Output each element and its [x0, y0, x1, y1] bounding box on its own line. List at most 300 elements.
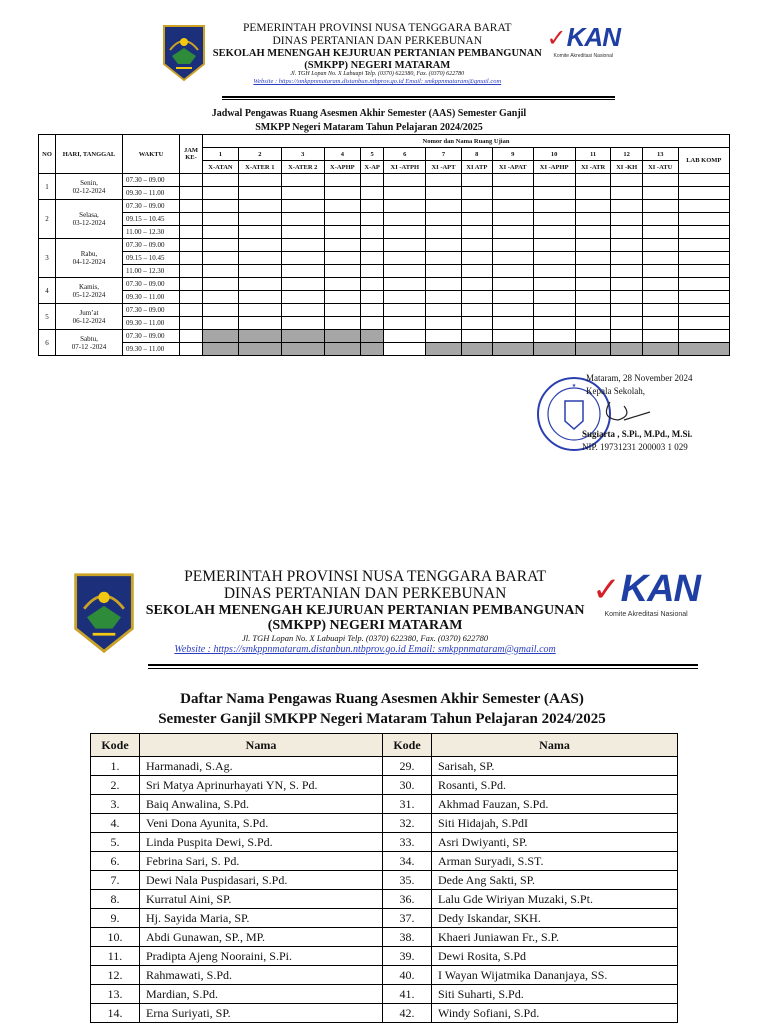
schedule-cell — [281, 174, 324, 187]
schedule-cell — [533, 226, 575, 239]
schedule-cell — [461, 265, 492, 278]
schedule-cell — [360, 330, 383, 343]
schedule-cell — [611, 174, 642, 187]
schedule-cell — [324, 278, 360, 291]
nama-cell: Akhmad Fauzan, S.Pd. — [432, 795, 678, 814]
schedule-cell — [203, 239, 239, 252]
schedule-cell — [238, 317, 281, 330]
schedule-cell — [180, 252, 203, 265]
table-row — [91, 852, 678, 871]
schedule-cell — [533, 343, 575, 356]
nama-cell: Kurratul Aini, SP. — [140, 890, 383, 909]
schedule-cell — [360, 174, 383, 187]
school-name: SEKOLAH MENENGAH KEJURUAN PERTANIAN PEMBANGUNAN — [145, 602, 585, 618]
nama-cell: Khaeri Juniawan Fr., S.P. — [432, 928, 678, 947]
day-date: 05-12-2024 — [72, 290, 106, 299]
nama-cell: Dewi Rosita, S.Pd — [432, 947, 678, 966]
table-row — [91, 928, 678, 947]
schedule-cell — [203, 304, 239, 317]
department-name: DINAS PERTANIAN DAN PERKEBUNAN — [223, 585, 507, 603]
schedule-cell — [360, 226, 383, 239]
room-number-header: 11 — [575, 148, 611, 161]
schedule-cell — [678, 174, 729, 187]
day-date: 04-12-2024 — [72, 258, 106, 266]
table-row — [91, 833, 678, 852]
schedule-cell — [360, 291, 383, 304]
schedule-cell — [238, 226, 281, 239]
schedule-cell — [180, 343, 203, 356]
table-row — [91, 947, 678, 966]
schedule-cell — [384, 200, 426, 213]
schedule-cell — [324, 343, 360, 356]
schedule-cell — [533, 265, 575, 278]
schedule-cell — [238, 174, 281, 187]
letterhead-divider — [148, 664, 698, 669]
schedule-cell — [426, 343, 461, 356]
room-number-header: 10 — [533, 148, 575, 161]
time-slot: 07.30 – 09.00 — [123, 200, 180, 213]
day-date-cell — [56, 200, 123, 239]
schedule-cell — [611, 291, 642, 304]
col-jam-header: JAM KE- — [180, 135, 203, 174]
schedule-cell — [533, 317, 575, 330]
schedule-cell — [324, 239, 360, 252]
kode-cell: 2. — [91, 776, 140, 795]
table-row — [91, 985, 678, 1004]
schedule-cell — [238, 278, 281, 291]
schedule-cell — [281, 226, 324, 239]
table-row — [91, 890, 678, 909]
schedule-cell — [360, 239, 383, 252]
schedule-cell — [426, 330, 461, 343]
schedule-cell — [384, 265, 426, 278]
day-name: Rabu, — [80, 250, 98, 258]
signature-scribble — [540, 398, 740, 428]
kode-cell: 41. — [383, 985, 432, 1004]
schedule-row — [39, 252, 730, 265]
signature-name: Sugiarta , S.Pi., M.Pd., M.Si. — [582, 429, 693, 440]
table-row — [91, 776, 678, 795]
school-short-name: (SMKPP) NEGERI MATARAM — [304, 59, 451, 71]
day-name: Jum’at — [79, 308, 99, 317]
schedule-cell — [238, 239, 281, 252]
col-nama-header: Nama — [140, 734, 383, 757]
kode-cell: 9. — [91, 909, 140, 928]
room-name-header: X-ATER 1 — [238, 161, 281, 174]
schedule-cell — [642, 304, 678, 317]
kode-cell: 36. — [383, 890, 432, 909]
ntb-emblem-icon — [70, 568, 138, 658]
schedule-cell — [533, 174, 575, 187]
nama-cell: Siti Suharti, S.Pd. — [432, 985, 678, 1004]
schedule-cell — [238, 304, 281, 317]
nama-cell: Rahmawati, S.Pd. — [140, 966, 383, 985]
room-name-header: XI -APHP — [533, 161, 575, 174]
schedule-cell — [575, 291, 611, 304]
schedule-cell — [575, 252, 611, 265]
nama-cell: Sri Matya Aprinurhayati YN, S. Pd. — [140, 776, 383, 795]
schedule-cell — [203, 291, 239, 304]
room-number-header: 9 — [492, 148, 533, 161]
schedule-row — [39, 278, 730, 291]
schedule-cell — [461, 343, 492, 356]
day-name: Kamis, — [78, 282, 100, 291]
room-name-header: XI -ATPH — [384, 161, 426, 174]
schedule-cell — [426, 278, 461, 291]
table-row — [91, 871, 678, 890]
schedule-cell — [384, 304, 426, 317]
schedule-row — [39, 239, 730, 252]
schedule-cell — [678, 265, 729, 278]
table-row — [91, 795, 678, 814]
day-name: Selasa, — [79, 211, 99, 219]
schedule-cell — [642, 226, 678, 239]
schedule-cell — [642, 252, 678, 265]
schedule-cell — [180, 239, 203, 252]
room-name-header: XI -APT — [426, 161, 461, 174]
schedule-cell — [533, 304, 575, 317]
schedule-cell — [238, 200, 281, 213]
lab-komp-header: LAB KOMP — [678, 148, 729, 174]
schedule-cell — [238, 343, 281, 356]
schedule-cell — [492, 291, 533, 304]
kode-cell: 6. — [91, 852, 140, 871]
schedule-cell — [384, 252, 426, 265]
col-kode-header: Kode — [383, 734, 432, 757]
room-name-header: X-ATAN — [203, 161, 239, 174]
room-name-header: X-AP — [360, 161, 383, 174]
schedule-cell — [492, 304, 533, 317]
schedule-cell — [678, 187, 729, 200]
schedule-title: Jadwal Pengawas Ruang Asesmen Akhir Semester (AAS) Semester Ganjil SMKPP Negeri Mataram Tahun Pelajaran 2024/2025 — [211, 108, 527, 133]
schedule-cell — [575, 187, 611, 200]
schedule-cell — [384, 343, 426, 356]
schedule-cell — [203, 278, 239, 291]
schedule-cell — [611, 200, 642, 213]
schedule-cell — [575, 343, 611, 356]
schedule-row — [39, 317, 730, 330]
schedule-cell — [324, 330, 360, 343]
schedule-cell — [642, 265, 678, 278]
schedule-cell — [678, 330, 729, 343]
schedule-cell — [492, 317, 533, 330]
schedule-cell — [180, 265, 203, 278]
kode-cell: 8. — [91, 890, 140, 909]
kode-cell: 5. — [91, 833, 140, 852]
kode-cell: 13. — [91, 985, 140, 1004]
schedule-cell — [533, 187, 575, 200]
room-number-header: 8 — [461, 148, 492, 161]
schedule-cell — [461, 252, 492, 265]
day-date-cell — [56, 304, 123, 330]
schedule-cell — [238, 330, 281, 343]
schedule-table — [38, 134, 730, 356]
room-name-header: XI -KH — [611, 161, 642, 174]
schedule-cell — [360, 317, 383, 330]
schedule-cell — [281, 239, 324, 252]
schedule-cell — [461, 278, 492, 291]
nama-cell: Erna Suriyati, SP. — [140, 1004, 383, 1023]
schedule-cell — [426, 317, 461, 330]
nama-cell: Dede Ang Sakti, SP. — [432, 871, 678, 890]
schedule-cell — [180, 291, 203, 304]
schedule-cell — [611, 226, 642, 239]
schedule-cell — [611, 265, 642, 278]
signature-position: Kepala Sekolah, — [586, 386, 645, 397]
schedule-cell — [203, 330, 239, 343]
schedule-cell — [611, 252, 642, 265]
day-name: Sabtu, — [80, 334, 98, 343]
day-number: 1 — [39, 174, 56, 200]
schedule-cell — [324, 252, 360, 265]
schedule-cell — [180, 200, 203, 213]
time-slot: 07.30 – 09.00 — [123, 304, 180, 317]
nama-cell: Dedy Iskandar, SKH. — [432, 909, 678, 928]
schedule-cell — [180, 278, 203, 291]
day-number: 6 — [39, 330, 56, 356]
schedule-row — [39, 200, 730, 213]
schedule-cell — [384, 226, 426, 239]
day-date-cell — [56, 174, 123, 200]
kode-cell: 38. — [383, 928, 432, 947]
day-date: 02-12-2024 — [72, 186, 106, 195]
table-row — [91, 1004, 678, 1023]
schedule-cell — [324, 200, 360, 213]
schedule-cell — [426, 200, 461, 213]
kode-cell: 37. — [383, 909, 432, 928]
time-slot: 07.30 – 09.00 — [123, 330, 180, 343]
schedule-cell — [492, 343, 533, 356]
room-number-header: 4 — [324, 148, 360, 161]
school-short-name: (SMKPP) NEGERI MATARAM — [267, 618, 463, 634]
schedule-row — [39, 174, 730, 187]
schedule-cell — [203, 265, 239, 278]
col-kode-header: Kode — [91, 734, 140, 757]
nama-cell: Febrina Sari, S. Pd. — [140, 852, 383, 871]
schedule-row — [39, 187, 730, 200]
kode-cell: 3. — [91, 795, 140, 814]
schedule-cell — [281, 317, 324, 330]
kode-cell: 33. — [383, 833, 432, 852]
kode-cell: 1. — [91, 757, 140, 776]
schedule-cell — [281, 213, 324, 226]
schedule-cell — [492, 200, 533, 213]
time-slot: 09.30 – 11.00 — [123, 291, 180, 304]
schedule-cell — [180, 304, 203, 317]
nama-cell: Linda Puspita Dewi, S.Pd. — [140, 833, 383, 852]
table-row — [91, 909, 678, 928]
schedule-cell — [384, 278, 426, 291]
names-list-title: Daftar Nama Pengawas Ruang Asesmen Akhir Semester (AAS) Semester Ganjil SMKPP Negeri Mataram Tahun Pelajaran 2024/2025 — [158, 691, 606, 727]
schedule-row — [39, 213, 730, 226]
schedule-cell — [611, 304, 642, 317]
schedule-cell — [492, 226, 533, 239]
schedule-cell — [281, 291, 324, 304]
schedule-cell — [238, 213, 281, 226]
schedule-cell — [384, 330, 426, 343]
kan-logo-icon: ✓KAN Komite Akreditasi Nasional — [546, 22, 620, 59]
schedule-cell — [426, 265, 461, 278]
nama-cell: Asri Dwiyanti, SP. — [432, 833, 678, 852]
schedule-cell — [281, 304, 324, 317]
signature-block — [540, 372, 740, 454]
time-slot: 07.30 – 09.00 — [123, 278, 180, 291]
schedule-cell — [611, 343, 642, 356]
nama-cell: Harmanadi, S.Ag. — [140, 757, 383, 776]
schedule-cell — [461, 304, 492, 317]
schedule-cell — [461, 213, 492, 226]
nama-cell: Pradipta Ajeng Nooraini, S.Pi. — [140, 947, 383, 966]
schedule-row — [39, 291, 730, 304]
schedule-cell — [324, 187, 360, 200]
nama-cell: Lalu Gde Wiriyan Muzaki, S.Pt. — [432, 890, 678, 909]
room-number-header: 1 — [203, 148, 239, 161]
schedule-cell — [611, 187, 642, 200]
schedule-cell — [426, 213, 461, 226]
table-row — [91, 814, 678, 833]
schedule-cell — [238, 252, 281, 265]
day-date: 07-12 -2024 — [71, 342, 107, 351]
schedule-cell — [324, 226, 360, 239]
kode-cell: 31. — [383, 795, 432, 814]
schedule-cell — [426, 239, 461, 252]
schedule-cell — [360, 252, 383, 265]
schedule-cell — [533, 291, 575, 304]
schedule-cell — [461, 200, 492, 213]
schedule-cell — [492, 239, 533, 252]
kode-cell: 30. — [383, 776, 432, 795]
day-date: 06-12-2024 — [72, 316, 106, 325]
letterhead-bottom — [70, 568, 700, 658]
schedule-cell — [180, 174, 203, 187]
table-row — [91, 966, 678, 985]
kan-logo-icon: ✓KAN Komite Akreditasi Nasional — [592, 568, 700, 618]
schedule-cell — [575, 200, 611, 213]
kode-cell: 4. — [91, 814, 140, 833]
room-name-header: X-APHP — [324, 161, 360, 174]
schedule-cell — [461, 239, 492, 252]
room-name-header: XI -ATU — [642, 161, 678, 174]
schedule-cell — [492, 252, 533, 265]
day-number: 2 — [39, 200, 56, 239]
day-number: 5 — [39, 304, 56, 330]
schedule-cell — [533, 252, 575, 265]
schedule-cell — [611, 330, 642, 343]
nama-cell: Abdi Gunawan, SP., MP. — [140, 928, 383, 947]
schedule-cell — [180, 187, 203, 200]
schedule-cell — [360, 304, 383, 317]
room-number-header: 5 — [360, 148, 383, 161]
nama-cell: Veni Dona Ayunita, S.Pd. — [140, 814, 383, 833]
schedule-cell — [281, 265, 324, 278]
schedule-cell — [533, 330, 575, 343]
room-number-header: 3 — [281, 148, 324, 161]
schedule-cell — [324, 317, 360, 330]
schedule-cell — [678, 304, 729, 317]
schedule-cell — [533, 239, 575, 252]
kode-cell: 39. — [383, 947, 432, 966]
room-number-header: 13 — [642, 148, 678, 161]
schedule-cell — [678, 291, 729, 304]
schedule-cell — [360, 343, 383, 356]
room-name-header: X-ATER 2 — [281, 161, 324, 174]
schedule-cell — [281, 252, 324, 265]
schedule-cell — [360, 265, 383, 278]
time-slot: 07.30 – 09.00 — [123, 174, 180, 187]
schedule-cell — [533, 278, 575, 291]
day-number: 3 — [39, 239, 56, 278]
svg-text:★: ★ — [571, 383, 577, 389]
schedule-cell — [533, 213, 575, 226]
schedule-cell — [678, 252, 729, 265]
day-name: Senin, — [80, 178, 98, 187]
schedule-cell — [611, 317, 642, 330]
kode-cell: 42. — [383, 1004, 432, 1023]
schedule-cell — [642, 343, 678, 356]
school-address: Jl. TGH Lopan No. X Labuapi Telp. (0370) 622380, Fax. (0370) 622780 — [290, 71, 465, 78]
schedule-cell — [238, 265, 281, 278]
col-nama-header: Nama — [432, 734, 678, 757]
col-no-header: NO — [39, 135, 56, 174]
schedule-row — [39, 265, 730, 278]
schedule-row — [39, 304, 730, 317]
schedule-cell — [492, 187, 533, 200]
signature-nip: NIP. 19731231 200003 1 029 — [582, 442, 688, 453]
schedule-cell — [611, 239, 642, 252]
school-website-link[interactable]: Website : https://smkppnmataram.distanbun.ntbprov.go.id Email: smkppnmataram@gmail.com — [174, 643, 556, 655]
nama-cell: Windy Sofiani, S.Pd. — [432, 1004, 678, 1023]
rooms-header: Nomor dan Nama Ruang Ujian — [203, 135, 730, 148]
schedule-cell — [203, 213, 239, 226]
department-name: DINAS PERTANIAN DAN PERKEBUNAN — [272, 34, 483, 47]
schedule-cell — [642, 330, 678, 343]
schedule-cell — [324, 265, 360, 278]
schedule-cell — [281, 330, 324, 343]
schedule-cell — [384, 213, 426, 226]
names-table — [90, 733, 678, 1023]
schedule-cell — [360, 213, 383, 226]
nama-cell: Hj. Sayida Maria, SP. — [140, 909, 383, 928]
schedule-cell — [642, 187, 678, 200]
schedule-cell — [384, 174, 426, 187]
time-slot: 09.15 – 10.45 — [123, 213, 180, 226]
schedule-cell — [281, 343, 324, 356]
schedule-cell — [678, 213, 729, 226]
schedule-cell — [678, 278, 729, 291]
kode-cell: 10. — [91, 928, 140, 947]
signature-place-date: Mataram, 28 November 2024 — [586, 373, 693, 383]
schedule-cell — [324, 213, 360, 226]
letterhead-divider — [222, 96, 615, 100]
nama-cell: Dewi Nala Puspidasari, S.Pd. — [140, 871, 383, 890]
room-number-header: 2 — [238, 148, 281, 161]
schedule-cell — [238, 291, 281, 304]
time-slot: 09.30 – 11.00 — [123, 317, 180, 330]
schedule-cell — [642, 291, 678, 304]
schedule-cell — [426, 304, 461, 317]
schedule-row — [39, 226, 730, 239]
letterhead-top — [160, 22, 620, 85]
letterhead-text — [138, 568, 592, 655]
schedule-cell — [575, 304, 611, 317]
room-number-header: 12 — [611, 148, 642, 161]
school-website-link[interactable]: Website : https://smkppnmataram.distanbun.ntbprov.go.id Email: smkppnmataram@gmail.com — [253, 77, 502, 85]
school-name: SEKOLAH MENENGAH KEJURUAN PERTANIAN PEMBANGUNAN — [212, 47, 542, 59]
kode-cell: 7. — [91, 871, 140, 890]
schedule-cell — [360, 187, 383, 200]
schedule-cell — [461, 330, 492, 343]
schedule-cell — [203, 187, 239, 200]
